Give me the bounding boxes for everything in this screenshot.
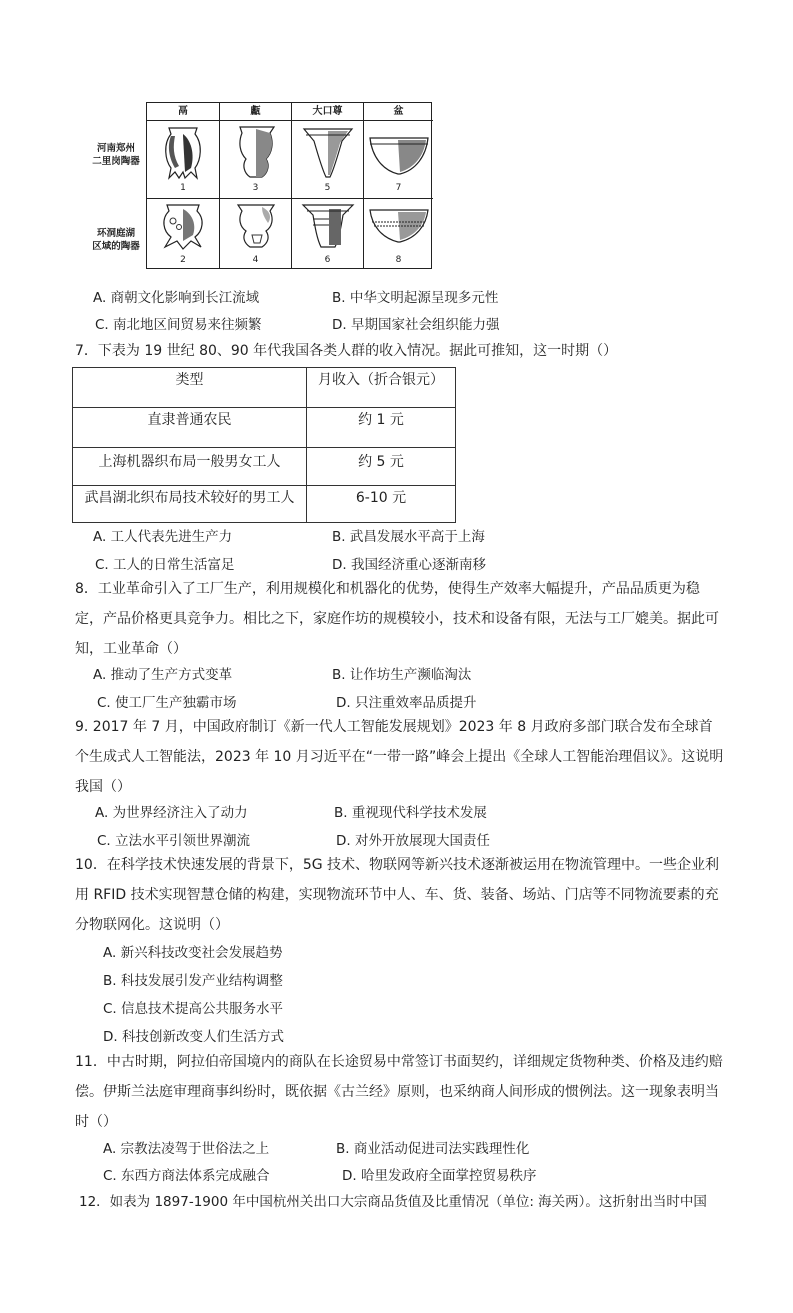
q11-option-b[interactable]: B. 商业活动促进司法实践理性化 (336, 1141, 530, 1157)
q9-stem: 9. 2017 年 7 月，中国政府制订《新一代人工智能发展规划》2023 年 8 月政府多部门联合发布全球首个生成式人工智能法，2023 年 10 月习近平在“一带一路”峰会上提出《全球人工智能治理倡议》。这说明我国（） (75, 719, 724, 795)
pottery-column-li (147, 103, 219, 268)
q10-option-b[interactable]: B. 科技发展引发产业结构调整 (103, 973, 283, 989)
q8-option-c[interactable]: C. 使工厂生产独霸市场 (97, 695, 237, 711)
q9-option-c[interactable]: C. 立法水平引领世界潮流 (97, 833, 251, 849)
column-heading: 甗 (220, 103, 291, 121)
pottery-cell (364, 120, 433, 199)
vessel-number: 4 (252, 255, 259, 265)
dakouzun-vessel-image (301, 201, 355, 253)
pottery-cell (147, 198, 219, 270)
q12-stem: 12．如表为 1897-1900 年中国杭州关出口大宗商品货值及比重情况（单位: 海关两）。这折射出当时中国 (79, 1194, 707, 1210)
pottery-cell (292, 120, 363, 199)
q7-option-c[interactable]: C. 工人的日常生活富足 (95, 557, 235, 573)
q8-option-a[interactable]: A. 推动了生产方式变革 (93, 667, 233, 683)
pottery-cell (292, 198, 363, 270)
table-header-cell: 类型 (73, 368, 307, 407)
pen-vessel-image (368, 204, 430, 254)
pottery-column-dakouzun (291, 103, 363, 268)
table-cell: 约 1 元 (358, 412, 404, 428)
pottery-column-yan (219, 103, 291, 268)
q9-option-a[interactable]: A. 为世界经济注入了动力 (95, 805, 248, 821)
q10-option-d[interactable]: D. 科技创新改变人们生活方式 (103, 1029, 284, 1045)
table-cell: 上海机器织布局一般男女工人 (73, 448, 307, 485)
table-cell: 直隶普通农民 (73, 408, 307, 447)
row-label-dongting: 环洞庭湖 区域的陶器 (92, 228, 140, 252)
column-heading: 大口尊 (292, 103, 363, 121)
q8-option-d[interactable]: D. 只注重效率品质提升 (336, 695, 477, 711)
row-label-zhengzhou: 河南郑州 二里岗陶器 (92, 143, 140, 167)
q6-option-a[interactable]: A. 商朝文化影响到长江流域 (93, 290, 260, 306)
q8-option-b[interactable]: B. 让作坊生产濒临淘汰 (332, 667, 472, 683)
q10-option-a[interactable]: A. 新兴科技改变社会发展趋势 (103, 945, 283, 961)
vessel-number: 7 (395, 183, 402, 193)
table-cell: 约 5 元 (358, 454, 404, 470)
q6-option-b[interactable]: B. 中华文明起源呈现多元性 (332, 290, 499, 306)
pottery-cell (147, 120, 219, 199)
yan-vessel-image (234, 125, 278, 183)
li-vessel-image (161, 126, 205, 184)
q11-option-d[interactable]: D. 哈里发政府全面掌控贸易秩序 (342, 1168, 537, 1184)
column-heading: 鬲 (147, 103, 219, 121)
table-row (73, 486, 455, 522)
income-table (72, 367, 456, 523)
q11-stem: 11．中古时期，阿拉伯帝国境内的商队在长途贸易中常签订书面契约，详细规定货物种类、价格及违约赔偿。伊斯兰法庭审理商事纠纷时，既依据《古兰经》原则，也采纳商人间形成的惯例法。这一现象表明当时（） (75, 1054, 723, 1130)
table-header-row (73, 368, 455, 408)
yan-vessel-image (232, 201, 280, 253)
q10-stem: 10．在科学技术快速发展的背景下，5G 技术、物联网等新兴技术逐渐被运用在物流管理中。一些企业利用 RFID 技术实现智慧仓储的构建，实现物流环节中人、车、货、装备、场站、门店等不同物流要素的充分物联网化。这说明（） (75, 857, 720, 933)
q11-option-a[interactable]: A. 宗教法凌驾于世俗法之上 (103, 1141, 270, 1157)
vessel-number: 3 (252, 183, 259, 193)
pottery-grid (146, 102, 432, 269)
pottery-figure (88, 102, 433, 272)
table-header-cell: 月收入（折合银元） (318, 372, 444, 388)
table-cell: 武昌湖北织布局技术较好的男工人 (73, 486, 307, 522)
dakouzun-vessel-image (302, 125, 354, 183)
li-vessel-image (159, 201, 207, 253)
pottery-cell (220, 198, 291, 270)
vessel-number: 2 (180, 255, 186, 265)
table-cell: 6-10 元 (355, 490, 407, 506)
q6-option-d[interactable]: D. 早期国家社会组织能力强 (332, 317, 500, 333)
vessel-number: 1 (180, 183, 186, 193)
vessel-number: 8 (395, 255, 402, 265)
q7-stem: 7．下表为 19 世纪 80、90 年代我国各类人群的收入情况。据此可推知，这一时期（） (75, 343, 618, 359)
q7-option-a[interactable]: A. 工人代表先进生产力 (93, 529, 233, 545)
q8-stem: 8．工业革命引入了工厂生产，利用规模化和机器化的优势，使得生产效率大幅提升，产品品质更为稳定，产品价格更具竞争力。相比之下，家庭作坊的规模较小，技术和设备有限，无法与工厂媲美。据此可知，工业革命（） (75, 581, 719, 657)
q7-option-b[interactable]: B. 武昌发展水平高于上海 (332, 529, 485, 545)
pen-vessel-image (368, 132, 430, 182)
vessel-number: 6 (324, 255, 331, 265)
pottery-column-pen (363, 103, 433, 268)
pottery-cell (220, 120, 291, 199)
table-row (73, 448, 455, 486)
q7-option-d[interactable]: D. 我国经济重心逐渐南移 (332, 557, 486, 573)
q6-option-c[interactable]: C. 南北地区间贸易来往频繁 (95, 317, 262, 333)
q11-option-c[interactable]: C. 东西方商法体系完成融合 (103, 1168, 270, 1184)
q10-option-c[interactable]: C. 信息技术提高公共服务水平 (103, 1001, 284, 1017)
q9-option-b[interactable]: B. 重视现代科学技术发展 (334, 805, 487, 821)
column-heading: 盆 (364, 103, 433, 121)
vessel-number: 5 (324, 183, 331, 193)
pottery-cell (364, 198, 433, 270)
q9-option-d[interactable]: D. 对外开放展现大国责任 (336, 833, 490, 849)
table-row (73, 408, 455, 448)
